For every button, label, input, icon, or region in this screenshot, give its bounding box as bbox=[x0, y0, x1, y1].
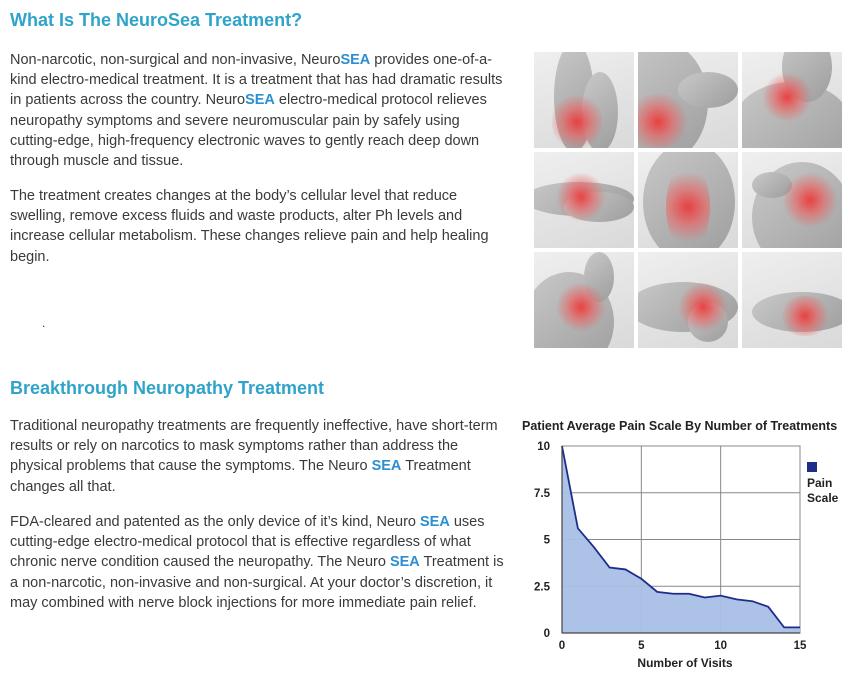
foot-sole-pain-photo bbox=[534, 52, 634, 148]
section-heading-what-is: What Is The NeuroSea Treatment? bbox=[10, 10, 303, 30]
brand-sea: SEA bbox=[245, 92, 275, 109]
x-tick-label: 0 bbox=[558, 640, 566, 652]
brand-sea: SEA bbox=[371, 458, 402, 475]
intro-paragraph: Non-narcotic, non-surgical and non-invasive, NeuroSEA provides one-of-a-kind electro-medical treatment. It is a treatment that has had dramatic results in patients across the country. NeuroSEA electro-medical protocol relieves neuropathy symptoms and severe neuromuscular pain by safely using cutting-edge, high-frequency electronic waves to gently reach deep down through muscle and tissue. bbox=[10, 52, 503, 170]
spine-pain-photo bbox=[638, 152, 738, 248]
y-tick-label: 2.5 bbox=[534, 581, 550, 594]
pain-scale-chart bbox=[515, 412, 855, 674]
legend-label: Pain bbox=[807, 476, 833, 490]
shoulder-pain-photo bbox=[742, 152, 842, 248]
x-tick-label: 5 bbox=[638, 640, 645, 652]
neck-pain-photo bbox=[742, 52, 842, 148]
upper-arm-pain-photo bbox=[534, 252, 634, 348]
legend-swatch bbox=[807, 462, 817, 472]
lower-back-pain-photo bbox=[638, 52, 738, 148]
brand-sea: SEA bbox=[389, 554, 420, 571]
x-tick-label: 15 bbox=[793, 640, 807, 652]
wrist-pain-photo bbox=[534, 152, 634, 248]
legend-label: Scale bbox=[807, 491, 839, 505]
y-tick-label: 0 bbox=[543, 628, 550, 640]
chart-title: Patient Average Pain Scale By Number of Treatments bbox=[522, 419, 838, 433]
stray-dot: . bbox=[42, 316, 46, 330]
heel-pain-photo bbox=[742, 252, 842, 348]
traditional-paragraph: Traditional neuropathy treatments are frequently ineffective, have short-term results or rely on narcotics to mask symptoms rather than address the physical problems that cause the symptoms. The Neuro SEA Treatment changes all that. bbox=[10, 418, 498, 495]
fda-paragraph: FDA-cleared and patented as the only device of it’s kind, Neuro SEA uses cutting-edge electro-medical protocol that is effective regardless of what chronic nerve condition caused the neuropathy. The Neuro SEA Treatment is a non-narcotic, non-invasive and non-surgical. At your doctor’s discretion, it may combined with nerve block injections for more immediate pain relief. bbox=[10, 514, 504, 611]
y-tick-label: 5 bbox=[543, 534, 550, 547]
y-tick-label: 10 bbox=[537, 441, 550, 453]
section-heading-breakthrough: Breakthrough Neuropathy Treatment bbox=[10, 378, 325, 398]
cellular-paragraph: The treatment creates changes at the body’s cellular level that reduce swelling, remove excess fluids and waste products, alter Ph levels and increase cellular metabolism. These changes relieve pain and help healing begin. bbox=[10, 188, 489, 265]
pain-scale-chart-svg bbox=[515, 412, 855, 674]
brand-sea: SEA bbox=[340, 52, 371, 68]
x-axis-label: Number of Visits bbox=[637, 656, 733, 670]
y-tick-label: 7.5 bbox=[534, 487, 550, 500]
brand-sea: SEA bbox=[420, 514, 450, 530]
elbow-pain-photo bbox=[638, 252, 738, 348]
pain-photo-grid bbox=[534, 52, 842, 348]
x-tick-label: 10 bbox=[714, 640, 728, 652]
